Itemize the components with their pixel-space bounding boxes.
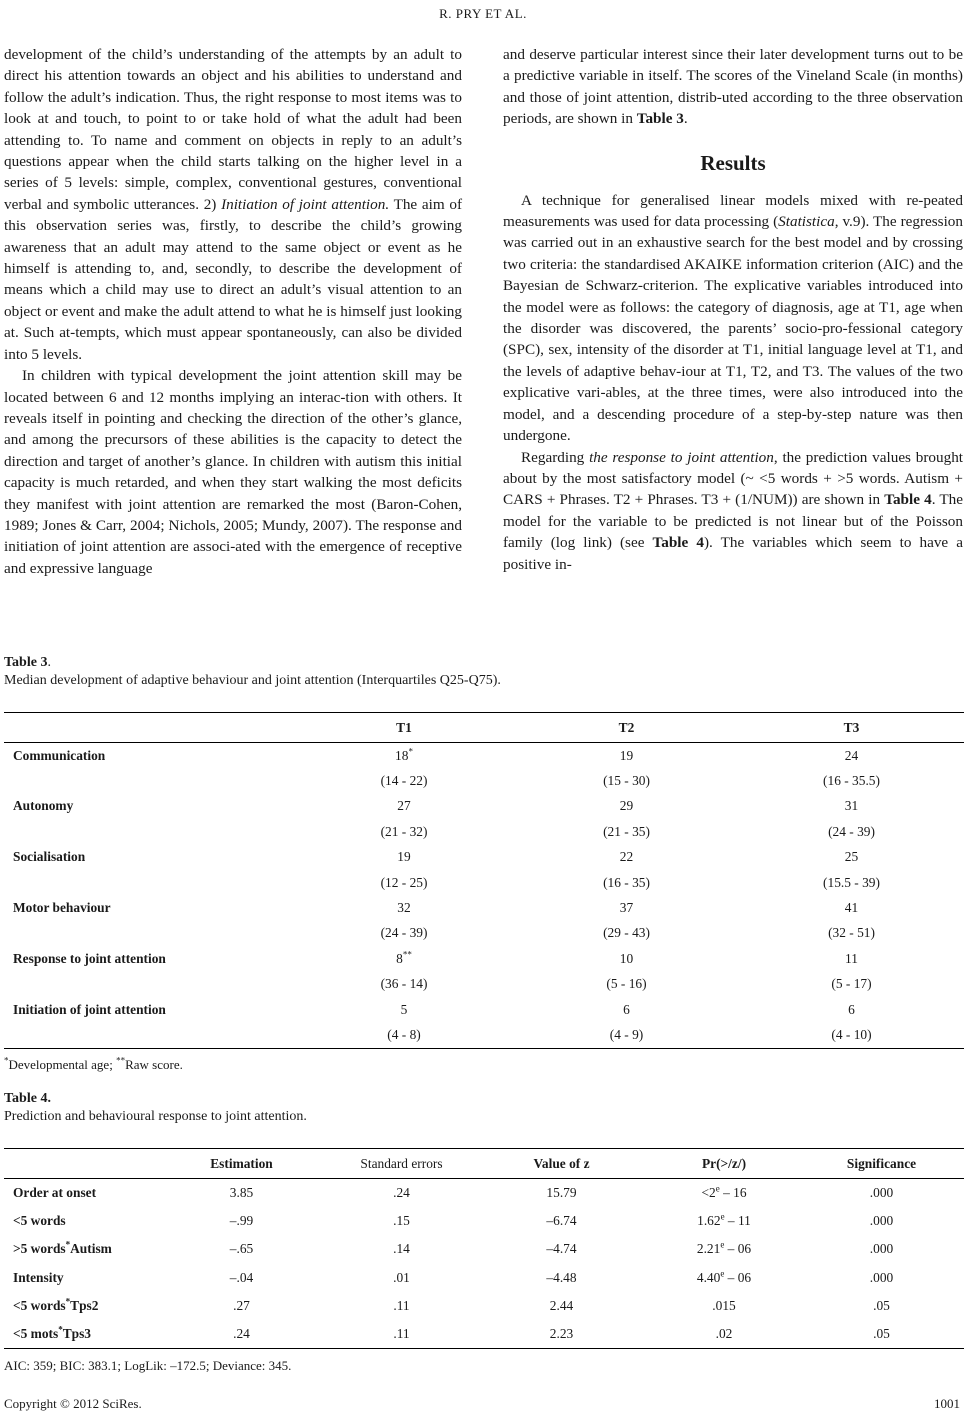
table4-header-cell: Standard errors [329, 1149, 474, 1179]
table3-cell-t1: 19 [397, 849, 411, 865]
table3 [4, 712, 964, 1049]
table4-row [4, 1235, 964, 1263]
table3-cell-t3: 25 [844, 849, 859, 865]
table3-row [4, 794, 964, 819]
table4-cell-z: 2.23 [474, 1320, 649, 1349]
table3-range-t1: (21 - 32) [380, 823, 428, 839]
table3-empty-cell [4, 1022, 294, 1048]
table3-range-t1: (24 - 39) [380, 925, 428, 941]
table4-row-label: Order at onset [13, 1185, 97, 1201]
table3-header-row [4, 713, 964, 743]
right-column [503, 44, 963, 575]
table4-cell-p: 1.62e – 11 [697, 1211, 751, 1229]
table4-cell-significance: .05 [799, 1320, 964, 1349]
table3-header-cell: T1 [294, 713, 514, 743]
table3-cell-t2: 10 [619, 950, 634, 966]
table4-cell-estimation: .27 [233, 1297, 250, 1313]
table3-note: *Developmental age; **Raw score. [4, 1055, 183, 1072]
table4-cell-std-error: .11 [329, 1320, 474, 1349]
table4-row [4, 1320, 964, 1349]
table3-empty-cell [4, 921, 294, 946]
table4-cell-std-error: .11 [393, 1297, 410, 1313]
right-paragraph-2: A technique for generalised linear models mixed with re-peated measurements was used for data processing (Statistica, v.9). The regression was carried out in an exhaustive search for the best model and by crossing two criteria: the standardised AKAIKE information criterion (AIC) and the Bayesian de Schwarz-criterion. The explicative variables introduced into the model were as follows: the category of diagnosis, age at T1, age when the disorder was discovered, the parents’ socio-pro-fessional category (SPC), sex, intensity of the disorder at T1, initial language level at T1, and the levels of adaptive behav-iour at T1, T2, and T3. The values of the two explicative vari-ables, at the three times, were also introduced into the model, and a descending procedure of a step-by-step nature was then undergone. [503, 191, 963, 445]
table3-row [4, 946, 964, 971]
initiation-italic: Initiation of joint attention. [221, 195, 390, 213]
table3-block [4, 654, 964, 1073]
table3-cell-t1: 32 [397, 900, 411, 916]
table3-cell-t2: 29 [619, 798, 634, 814]
table4-cell-z: –6.74 [546, 1213, 577, 1229]
table4-cell-p: 4.40e – 06 [696, 1268, 752, 1285]
page-number: 1001 [934, 1396, 960, 1411]
table3-cell-t1: 27 [397, 798, 411, 814]
table3-range-t1: (4 - 8) [294, 1022, 514, 1048]
table4-cell-z: –4.74 [546, 1241, 577, 1257]
table3-range-t3: (32 - 51) [828, 925, 875, 941]
table3-range-t2: (4 - 9) [514, 1022, 739, 1048]
table3-range-row [4, 1022, 964, 1048]
right-paragraph-3: Regarding the response to joint attention, the prediction values brought about by the most satisfactory model (~ <5 words + >5 words. Autism + CARS + Phrases. T2 + Phrases. T3 + (1/NUM)) are shown in Table 4. The model for the variable to be predicted is not linear but of the Poisson family (log link) (see Table 4). The variables which seem to have a positive in- [503, 448, 964, 573]
table3-title: Table 3. [4, 655, 51, 670]
table3-range-t2: (5 - 16) [606, 976, 647, 992]
table3-range-row [4, 768, 964, 793]
table4-header-cell: Estimation [154, 1149, 329, 1179]
copyright-footer: Copyright © 2012 SciRes. [4, 1396, 142, 1411]
table3-cell-t2: 37 [619, 900, 634, 916]
left-column [4, 44, 462, 579]
table4-cell-p: .02 [649, 1320, 799, 1349]
table3-row [4, 743, 964, 769]
table4-cell-p: .015 [712, 1297, 736, 1313]
table4-cell-z: 15.79 [546, 1185, 577, 1201]
table3-row-label: Response to joint attention [13, 950, 166, 966]
table3-row [4, 895, 964, 920]
table4-header-cell: Value of z [474, 1149, 649, 1179]
table3-cell-t3: 31 [844, 798, 859, 814]
table3-empty-cell [4, 768, 294, 793]
table4-cell-significance: .05 [873, 1297, 890, 1313]
table3-range-t3: (16 - 35.5) [823, 773, 880, 789]
table3-cell-t3: 11 [845, 950, 858, 966]
table4-title: Table 4. [4, 1091, 51, 1106]
table4-cell-std-error: .15 [393, 1213, 410, 1229]
table3-range-t2: (21 - 35) [603, 823, 650, 839]
table4-cell-std-error: .14 [393, 1241, 410, 1257]
left-paragraph-1: development of the child’s understanding of the attempts by an adult to direct his attention towards an object and his abilities to understand and follow the adult’s indication. Thus, the right response to most items was to look at and touch, to point to or take hold of what the adult had been attending to. To name and comment on objects in reply to an adult’s questions appear when the child starts talking on the higher level in a series of 5 levels: simple, complex, conventional gestures, conventional verbal and symbolic utterances. 2) Initiation of joint attention. The aim of this observation series was, firstly, to describe the child’s growing awareness that an adult may attend to the same object or event as he himself is attending to, and, secondly, to describe the development of means which a child may use to direct an adult’s visual attention to an object or event and make the adult attend to what he is himself just looking at. Such at-tempts, which must appear spontaneously, can also be divided into 5 levels. [4, 46, 462, 363]
running-head: R. PRY ET AL. [439, 6, 527, 21]
table4-cell-p: 2.21e – 06 [696, 1240, 752, 1257]
table4-cell-z: –4.48 [546, 1269, 577, 1285]
table4-row [4, 1207, 964, 1235]
table3-cell-t1: 8** [396, 949, 412, 966]
table4 [4, 1148, 964, 1349]
table3-range-row [4, 819, 964, 844]
table4-header-row [4, 1149, 964, 1179]
table4-row-label: >5 words*Autism [13, 1240, 112, 1257]
table3-range-t1: (36 - 14) [380, 976, 428, 992]
table3-range-row [4, 870, 964, 895]
table3-empty-cell [4, 819, 294, 844]
table4-cell-p: $<2^e - 16$ [701, 1183, 747, 1201]
table4-cell-estimation: –.99 [229, 1213, 254, 1229]
table3-empty-cell [4, 972, 294, 997]
table4-note: AIC: 359; BIC: 383.1; LogLik: –172.5; Deviance: 345. [4, 1358, 292, 1374]
table3-range-t2: (15 - 30) [603, 773, 650, 789]
table4-cell-estimation: –.04 [229, 1269, 254, 1285]
table4-header-cell: Pr(>/z/) [649, 1149, 799, 1179]
table3-range-t3: (4 - 10) [739, 1022, 964, 1048]
table4-row-label: <5 words*Tps2 [13, 1296, 99, 1313]
table4-body [4, 1179, 964, 1349]
table3-cell-t1: 5 [400, 1001, 408, 1017]
table3-range-t2: (16 - 35) [603, 874, 650, 890]
table3-row-label: Communication [13, 747, 106, 763]
table4-cell-estimation: 3.85 [229, 1185, 254, 1201]
table3-row-label: Socialisation [13, 849, 86, 865]
table3-range-row [4, 972, 964, 997]
table4-row-label: <5 words [13, 1213, 66, 1229]
table4-caption: Prediction and behavioural response to joint attention. [4, 1109, 307, 1124]
table3-empty-cell [4, 870, 294, 895]
table4-row-label: <5 mots*Tps3 [4, 1320, 154, 1349]
table3-cell-t1: 18* [395, 746, 413, 763]
table3-cell-t3: 41 [844, 900, 859, 916]
table4-cell-std-error: .01 [393, 1269, 410, 1285]
table3-row-label: Motor behaviour [13, 900, 111, 916]
table3-range-t3: (24 - 39) [828, 823, 875, 839]
table4-row [4, 1179, 964, 1208]
table3-caption: Median development of adaptive behaviour and joint attention (Interquartiles Q25-Q75). [4, 673, 501, 688]
table3-row-label: Initiation of joint attention [13, 1001, 166, 1017]
table3-row [4, 845, 964, 870]
table3-cell-t3: 6 [848, 1001, 855, 1017]
table3-body [4, 743, 964, 1049]
left-paragraph-2: In children with typical development the joint attention skill may be located between 6 and 12 months implying an interac-tion with others. It reveals itself in pointing and checking the direction of the other’s glance, and among the precursors of these abilities is the capacity to detect the direction and target of another’s glance. In children with autism this initial capacity is much retarded, and when they start walking the most deficits they manifest with joint attention are remarked the most (Baron-Cohen, 1989; Jones & Carr, 2004; Nichols, 2005; Mundy, 2007). The response and initiation of joint attention are associ-ated with the emergence of receptive and expressive language [4, 367, 462, 577]
table3-cell-t2: 19 [619, 747, 634, 763]
table4-cell-significance: .000 [869, 1269, 894, 1285]
table3-header-cell: T2 [514, 713, 739, 743]
table4-row-label: Intensity [13, 1269, 64, 1285]
table3-header-cell [4, 713, 294, 743]
table3-range-t1: (12 - 25) [380, 874, 428, 890]
table3-range-t2: (29 - 43) [603, 925, 650, 941]
table4-cell-significance: .000 [869, 1241, 894, 1257]
table3-header-cell: T3 [739, 713, 964, 743]
table3-row-label: Autonomy [13, 798, 74, 814]
table3-cell-t3: 24 [844, 747, 859, 763]
table4-row [4, 1292, 964, 1320]
table3-cell-t2: 6 [623, 1001, 630, 1017]
table3-range-t3: (5 - 17) [831, 976, 872, 992]
table4-cell-std-error: .24 [393, 1185, 410, 1201]
table3-range-row [4, 921, 964, 946]
table4-row [4, 1264, 964, 1292]
table3-cell-t2: 22 [619, 849, 634, 865]
table4-reference: Table 4 [884, 491, 932, 509]
table3-range-t1: (14 - 22) [380, 773, 428, 789]
table4-block [4, 1090, 964, 1374]
table4-header-cell [4, 1149, 154, 1179]
table4-cell-estimation: –.65 [229, 1241, 254, 1257]
table4-cell-significance: .000 [869, 1213, 894, 1229]
table3-reference: Table 3 [636, 110, 684, 128]
table3-range-t3: (15.5 - 39) [823, 874, 880, 890]
table4-cell-significance: .000 [869, 1185, 894, 1201]
table4-header-cell: Significance [799, 1149, 964, 1179]
results-heading: Results [700, 150, 766, 175]
table3-row [4, 997, 964, 1022]
table4-cell-estimation: .24 [154, 1320, 329, 1349]
table4-cell-z: 2.44 [549, 1297, 574, 1313]
right-paragraph-1: and deserve particular interest since their later development turns out to be a predictive variable in itself. The scores of the Vineland Scale (in months) and those of joint attention, distrib-uted according to the three observation periods, are shown in Table 3. [503, 46, 963, 128]
